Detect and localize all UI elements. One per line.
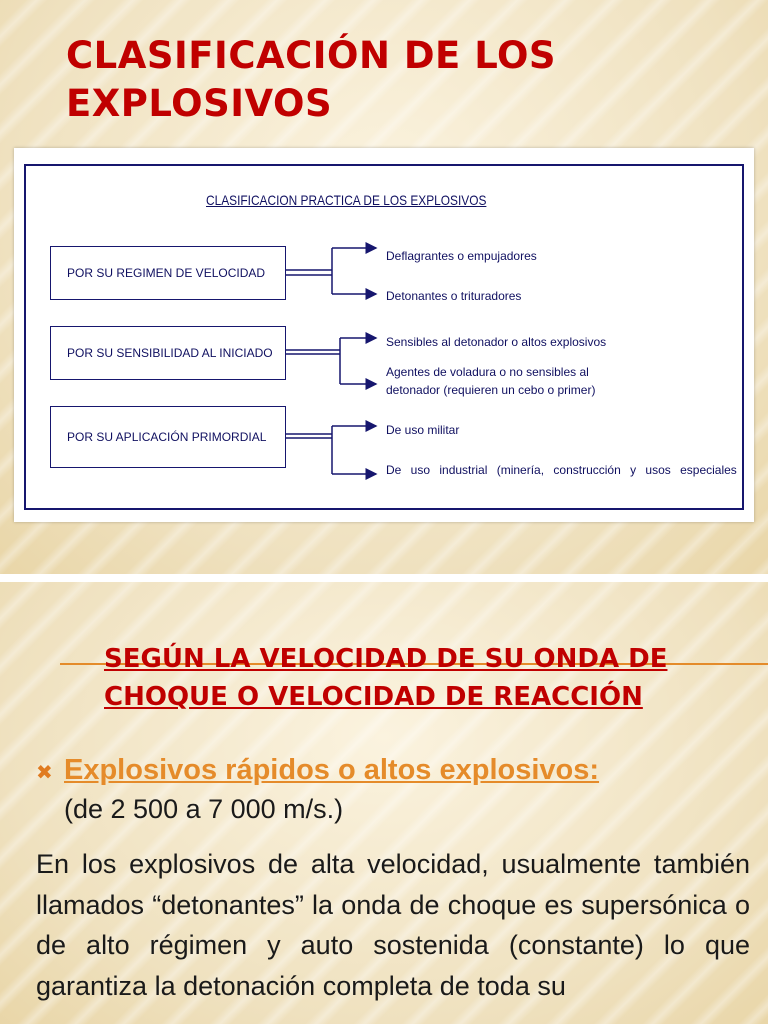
option-agentes-line1: Agentes de voladura o no sensibles al — [386, 365, 589, 379]
option-agentes-line2: detonador (requieren un cebo o primer) — [386, 383, 596, 397]
classification-diagram — [14, 148, 754, 522]
bullet-heading: Explosivos rápidos o altos explosivos: — [64, 754, 600, 786]
category-box-sensibilidad: POR SU SENSIBILIDAD AL INICIADO — [50, 326, 286, 380]
slide-title: CLASIFICACIÓN DE LOS EXPLOSIVOS — [66, 34, 557, 125]
section-title: SEGÚN LA VELOCIDAD DE SU ONDA DE CHOQUE O VELOCIDAD DE REACCIÓN — [104, 644, 668, 712]
diagram-title: CLASIFICACION PRACTICA DE LOS EXPLOSIVOS — [206, 192, 487, 208]
bullet-subtext: (de 2 500 a 7 000 m/s.) — [64, 794, 344, 824]
option-uso-industrial: De uso industrial (minería, construcción y usos especiales — [386, 463, 737, 477]
option-detonantes: Detonantes o trituradores — [386, 289, 522, 303]
slide-divider — [0, 574, 768, 582]
option-uso-militar: De uso militar — [386, 423, 460, 437]
x-mark-icon: ✖ — [36, 762, 53, 784]
category-box-aplicacion: POR SU APLICACIÓN PRIMORDIAL — [50, 406, 286, 468]
body-paragraph: En los explosivos de alta velocidad, usualmente también llamados “detonantes” la onda de choque es supersónica o de alto régimen y auto sostenida (constante) lo que garantiza la detonación completa de toda su — [36, 849, 750, 1001]
option-deflagrantes: Deflagrantes o empujadores — [386, 249, 537, 263]
slide-2 — [0, 582, 768, 1024]
category-box-velocidad: POR SU REGIMEN DE VELOCIDAD — [50, 246, 286, 300]
option-sensibles: Sensibles al detonador o altos explosivos — [386, 335, 607, 349]
